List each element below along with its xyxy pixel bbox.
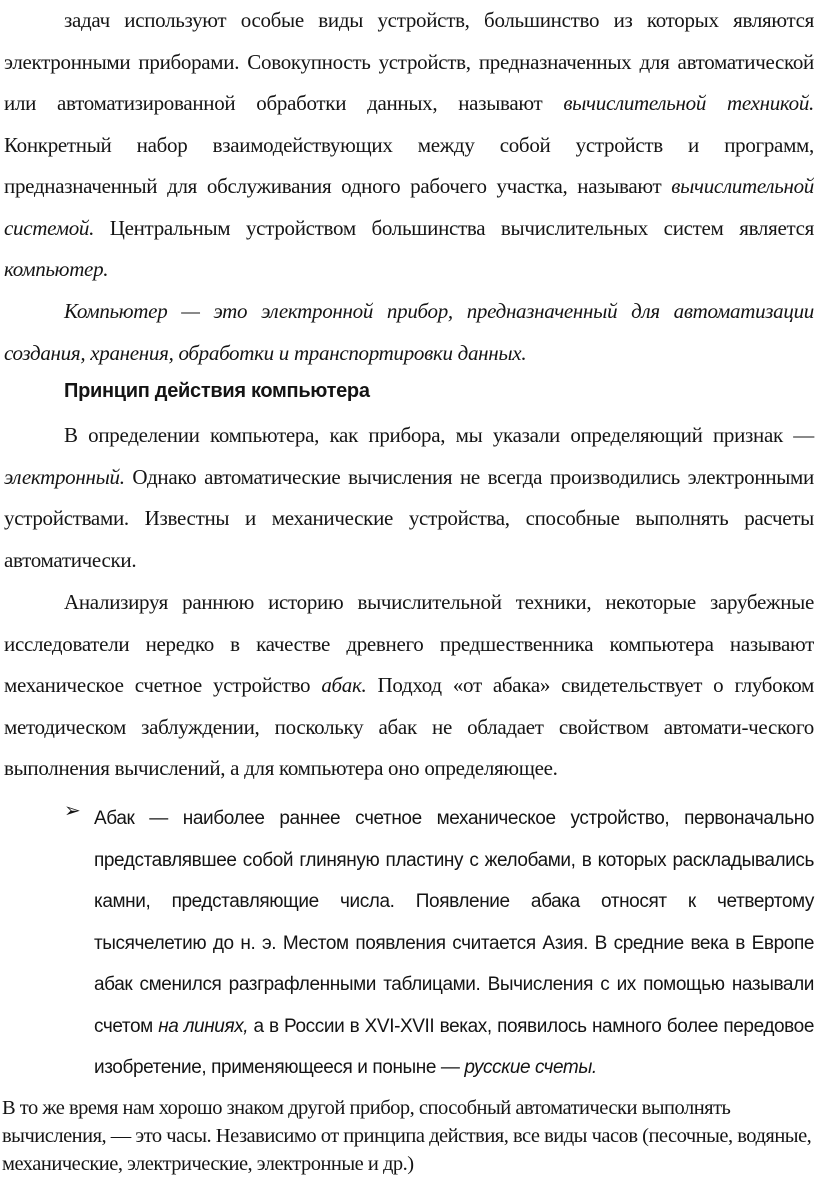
bullet-text-2: а в России в XVI-XVII веках, появилось намного более передовое изобретение, применяющееся и поныне —	[94, 1015, 814, 1078]
arrow-bullet-icon: ➢	[64, 800, 81, 822]
term-abacus: абак.	[321, 673, 367, 697]
intro-text-3: Центральным устройством большинства вычислительных систем является	[94, 215, 814, 240]
term-computing-technology: вычислительной техникой.	[563, 91, 815, 115]
principle-text-2: Однако автоматические вычисления не всегда производились электронными устройствами. Известны и механические устройства, способные выполнять расчеты автоматически.	[4, 464, 814, 572]
term-computing-system: вычислительной системой.	[4, 174, 814, 240]
history-text-2: Подход «от абака» свидетельствует о глубоком методическом заблуждении, поскольку абак не обладает свойством автомати-ческого выполнения вычислений, а для компьютера оно определяющее.	[4, 673, 815, 780]
definition-text: Компьютер — это электронной прибор, предназначенный для автоматизации создания, хранения, обработки и транспортировки данных.	[4, 299, 814, 365]
principle-text-1: В определении компьютера, как прибора, мы указали определяющий признак —	[64, 423, 814, 447]
history-text-1: Анализируя раннюю историю вычислительной техники, некоторые зарубежные исследователи нередко в качестве древнего предшественника компьютера называют механическое счетное устройство	[4, 590, 814, 697]
term-electronic: электронный.	[4, 464, 125, 489]
term-on-lines: на линиях,	[158, 1015, 249, 1037]
intro-text-2: Конкретный набор взаимодействующих между собой устройств и программ, предназначенный для обслуживания одного рабочего участка, называют	[4, 132, 814, 198]
clocks-paragraph: В то же время нам хорошо знаком другой прибор, способный автоматически выполнять вычисления, — это часы. Независимо от принципа действия, все виды часов (песочные, водяные, механические, электрические, электронные и др.)	[2, 1097, 812, 1175]
intro-text-1: задач используют особые виды устройств, большинство из которых являются электронными приборами. Совокупность устройств, предназначенных для автоматической или автоматизированной обработки данных, называют	[4, 8, 814, 115]
intro-paragraph	[4, 0, 814, 291]
bullet-text	[94, 798, 814, 1089]
section-heading: Принцип действия компьютера	[64, 380, 370, 402]
definition-paragraph	[4, 291, 814, 374]
term-russian-abacus: русские счеты.	[464, 1057, 597, 1078]
history-paragraph	[4, 582, 814, 790]
term-computer: компьютер.	[4, 257, 109, 281]
principle-paragraph	[4, 415, 814, 581]
bullet-text-1: Абак — наиболее раннее счетное механическое устройство, первоначально представлявшее собой глиняную пластину с желобами, в которых раскладывались камни, представляющие числа. Появление абака относят к четвертому тысячелетию до н. э. Местом появления считается Азия. В средние века в Европе абак сменился разграфленными таблицами. Вычисления с их помощью называли счетом	[94, 808, 814, 1037]
